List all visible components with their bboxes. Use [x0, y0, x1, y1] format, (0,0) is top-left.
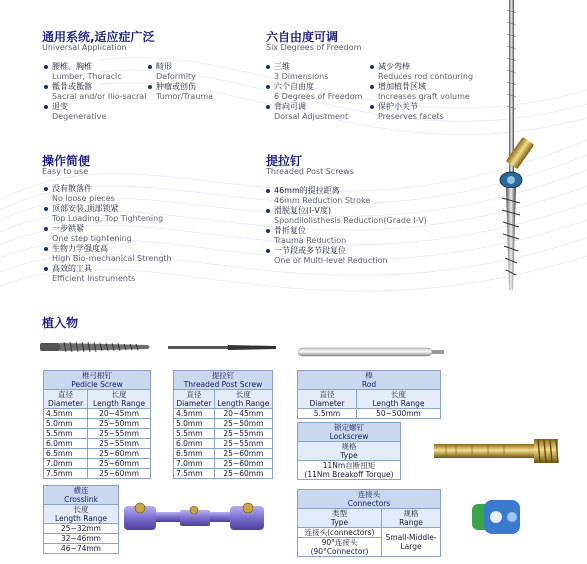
crosslink-table: 横连 Crosslink 长度 Length Range 25~32mm 32~46mm 46~74mm [43, 485, 119, 554]
table-row: 7.5mm 25~60mm [174, 469, 273, 479]
table-row: 6.0mm 25~55mm [174, 439, 273, 449]
connector-image [470, 496, 528, 538]
list-item: 退变 [44, 102, 154, 112]
six-dof-list-1: 三维 3 Dimensions 六个自由度 6 Degrees of Freedom 背向可调 Dorsal Adjustment [266, 62, 376, 122]
universal-title: 通用系统,适应症广泛 [42, 30, 155, 44]
list-item: 腰椎、胸椎 [44, 62, 154, 72]
table-row: 7.0mm 25~60mm [44, 459, 151, 469]
table-row: 连接头(connectors) Small-Middle-Large [298, 528, 441, 538]
list-item: 六个自由度 [266, 82, 376, 92]
list-item: 增加植骨区域 [370, 82, 490, 92]
list-item: 骶骨或骶髂 [44, 82, 154, 92]
pedicle-screw-table: 椎弓根钉 Pedicle Screw 直径 Diameter 长度 Length Range 4.5mm 20~45mm 5.0mm 25~50mm 5.5mm 25~55mm 6.0mm 25~55mm 6.5mm 25~60mm 7.0mm 25~60mm 7.5mm 25~60mm [43, 370, 151, 479]
post-subtitle: Threaded Post Screws [266, 167, 355, 176]
threaded-post-screw-table: 提拉钉 Threaded Post Screw 直径 Diameter 长度 Length Range 4.5mm 20~45mm 5.0mm 25~50mm 5.5mm 25~55mm 6.0mm 25~55mm 6.5mm 25~60mm 7.0mm 25~60mm 7.5mm 25~60mm [173, 370, 273, 479]
table-row: 6.0mm 25~55mm [44, 439, 151, 449]
list-item: 生物力学强度高 [44, 244, 244, 254]
table-row: 32~46mm [44, 534, 119, 544]
table-row: 90°连接头(90°Connector) [298, 538, 441, 557]
table-row: 11Nm自断扭矩 (11Nm Breakoff Torque) [298, 461, 401, 480]
table-row: 5.5mm 50~500mm [298, 409, 441, 419]
list-item: 顶部安装,顶部锁紧 [44, 204, 244, 214]
implants-title: 植入物 [42, 316, 79, 330]
list-item: 肿瘤或创伤 [148, 82, 248, 92]
pedicle-screw-image [40, 340, 152, 354]
table-row: 25~32mm [44, 524, 119, 534]
universal-list-1: 腰椎、胸椎 Lumber, Thoracic 骶骨或骶髂 Sacral and/or Ilio-sacral 退变 Degenerative [44, 62, 154, 122]
table-row: 5.5mm 25~55mm [44, 429, 151, 439]
connectors-table: 连接头 Connectors 类型 Type 规格 Range 连接头(connectors) Small-Middle-Large 90°连接头(90°Connector) [297, 489, 441, 557]
six-dof-title: 六自由度可调 [266, 30, 339, 44]
list-item: 一步锁紧 [44, 224, 244, 234]
table-row: 4.5mm 20~45mm [44, 409, 151, 419]
lockscrew-table: 锁定螺钉 Lockscrew 规格 Type 11Nm自断扭矩 (11Nm Breakoff Torque) [297, 422, 401, 480]
universal-list-2: 畸形 Deformity 肿瘤或创伤 Tumor/Trauma [148, 62, 248, 102]
list-item: 一节段或多节段复位 [266, 246, 466, 256]
rod-image [298, 346, 446, 358]
table-row: 6.5mm 25~60mm [44, 449, 151, 459]
list-item: 骨折复位 [266, 226, 466, 236]
table-row: 5.0mm 25~50mm [174, 419, 273, 429]
list-item: 畸形 [148, 62, 248, 72]
list-item: 背向可调 [266, 102, 376, 112]
table-row: 7.0mm 25~60mm [174, 459, 273, 469]
table-row: 4.5mm 20~45mm [174, 409, 273, 419]
easy-list: 没有散落件 No loose pieces 顶部安装,顶部锁紧 Top Loading, Top Tightening 一步锁紧 One step tightening 生物力学强度高 High Bio-mechanical Strength 高效的工具 Efficient Instruments [44, 184, 244, 284]
crosslink-image [120, 496, 270, 538]
table-row: 46~74mm [44, 544, 119, 554]
universal-subtitle: Universal Application [42, 43, 127, 52]
rod-table: 棒 Rod 直径 Diameter 长度 Length Range 5.5mm 50~500mm [297, 370, 441, 419]
list-item: 高效的工具 [44, 264, 244, 274]
list-item: 滑脱复位(Ⅰ-Ⅴ度) [266, 206, 466, 216]
post-list: 46mm的提拉距离 46mm Reduction Stroke 滑脱复位(Ⅰ-Ⅴ度) Spondilolisthesis Reduction(Grade I-V) 骨折复位 Trauma Reduction 一节段或多节段复位 One or Multi-level Reduction [266, 186, 466, 266]
list-item: 46mm的提拉距离 [266, 186, 466, 196]
list-item: 三维 [266, 62, 376, 72]
list-item: 减少弯棒 [370, 62, 490, 72]
easy-subtitle: Easy to use [42, 167, 89, 176]
six-dof-list-2: 减少弯棒 Reduces rod contouring 增加植骨区域 Increases graft volume 保护小关节 Preserves facets [370, 62, 490, 122]
table-row: 5.5mm 25~55mm [174, 429, 273, 439]
post-title: 提拉钉 [266, 154, 303, 168]
table-row: 7.5mm 25~60mm [44, 469, 151, 479]
list-item: 没有散落件 [44, 184, 244, 194]
screw-assembly-image [485, 0, 545, 300]
six-dof-subtitle: Six Degrees of Freedom [266, 43, 362, 52]
table-row: 6.5mm 25~60mm [174, 449, 273, 459]
easy-title: 操作简便 [42, 154, 91, 168]
table-row: 5.0mm 25~50mm [44, 419, 151, 429]
lockscrew-image [432, 436, 562, 466]
threaded-post-screw-image [168, 344, 278, 352]
list-item: 保护小关节 [370, 102, 490, 112]
